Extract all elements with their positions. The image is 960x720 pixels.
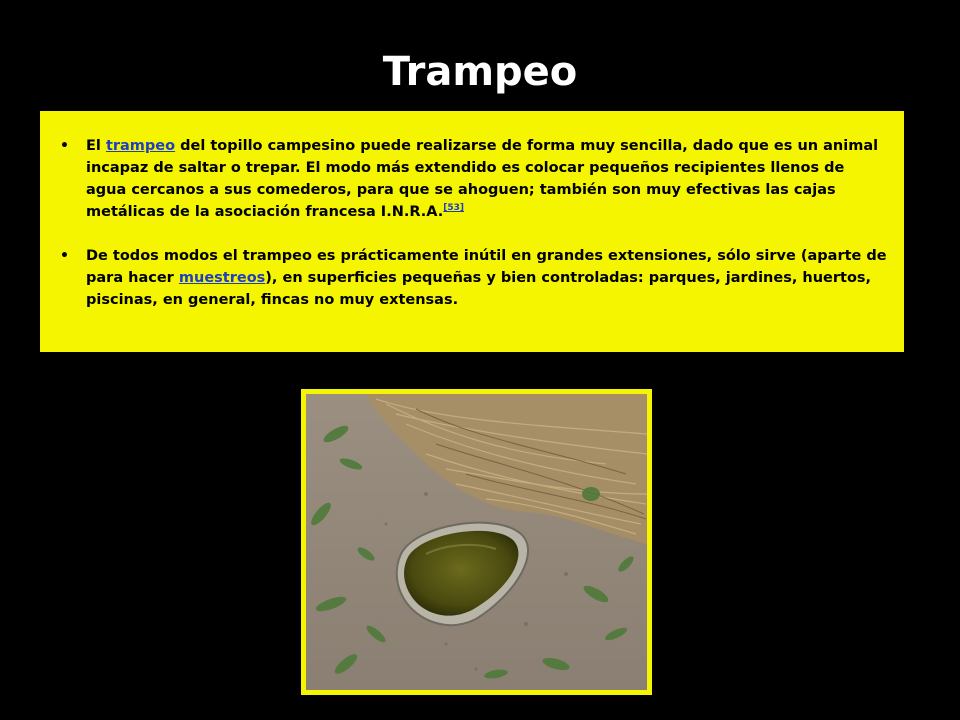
muestreos-link[interactable]: muestreos <box>178 270 266 286</box>
bullet-list <box>60 135 888 311</box>
bullet-text-before: El <box>86 138 106 154</box>
bullet-text-after: ), en superficies pequeñas y bien controladas: parques, jardines, huertos, piscinas, en general, fincas no muy extensas. <box>86 270 872 308</box>
content-box <box>40 111 904 352</box>
photo-frame <box>301 389 652 695</box>
bullet-text-after: del topillo campesino puede realizarse de forma muy sencilla, dado que es un animal incapaz de saltar o trepar. El modo más extendido es colocar pequeños recipientes llenos de agua cercanos a sus comederos, para que se ahoguen; también son muy efectivas las cajas metálicas de la asociación francesa I.N.R.A. <box>86 138 879 220</box>
bullet-marker: • <box>60 138 69 154</box>
reference-53-link[interactable]: [53] <box>443 203 465 214</box>
bullet-text-before: De todos modos el trampeo es prácticamente inútil en grandes extensiones, sólo sirve (aparte de para hacer <box>86 248 887 286</box>
bullet-item-limitations <box>60 245 888 311</box>
slide-title: Trampeo <box>382 49 578 95</box>
trap-photo <box>306 394 647 690</box>
trampeo-link[interactable]: trampeo <box>105 138 176 154</box>
bullet-marker: • <box>60 248 69 264</box>
bullet-item-trapping <box>60 135 888 223</box>
